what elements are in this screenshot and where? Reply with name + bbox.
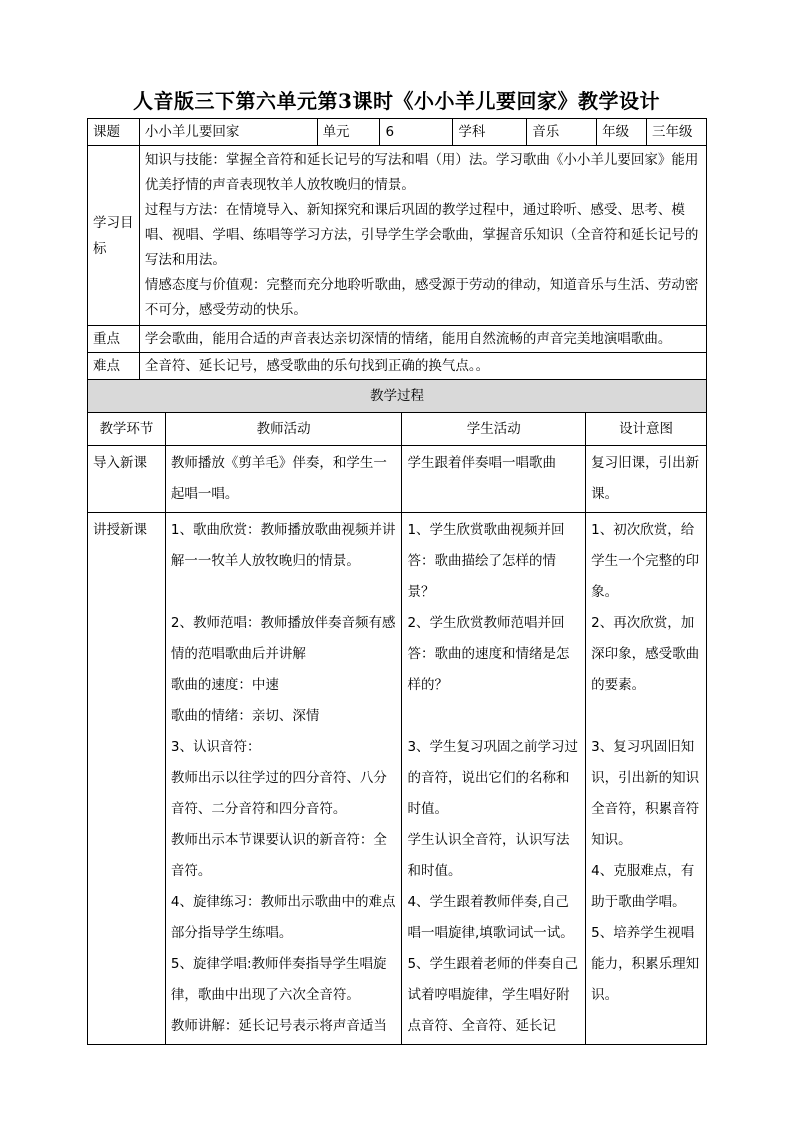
intro-stage: 导入新课 [88,446,166,513]
key-point-value: 学会歌曲，能用合适的声音表达亲切深情的情绪，能用自然流畅的声音完美地演唱歌曲。 [139,326,706,353]
lecture-stage: 讲授新课 [88,513,166,1045]
teacher-step: 教师讲解：延长记号表示将声音适当 [170,1018,387,1034]
process-header-row [88,413,707,446]
info-row [88,119,707,146]
student-step: 4、学生跟着教师伴奏,自己唱一唱旋律,填歌词试一试。 [407,894,574,941]
objective-process: 过程与方法：在情境导入、新知探究和课后巩固的教学过程中，通过聆听、感受、思考、模唱、视唱、学唱、练唱等学习方法，引导学生学会歌曲，掌握音乐知识（全音符和延长记号的写法和用法。 [144,202,699,268]
student-step: 学生认识全音符，认识写法和时值。 [407,832,570,879]
col-header-intent: 设计意图 [586,413,707,446]
objectives-row [88,146,707,326]
difficulty-label: 难点 [88,353,140,380]
intent-step: 2、再次欣赏，加深印象，感受歌曲的要素。 [591,615,700,693]
process-heading-row [88,380,707,413]
intent-step: 1、初次欣赏，给学生一个完整的印象。 [591,522,700,600]
intent-step: 4、克服难点，有助于歌曲学唱。 [591,863,695,910]
objective-emotion: 情感态度与价值观：完整而充分地聆听歌曲，感受源于劳动的律动，知道音乐与生活、劳动密不可分，感受劳动的快乐。 [144,277,699,318]
grade-value: 三年级 [647,119,707,146]
intro-teacher: 教师播放《剪羊毛》伴奏，和学生一起唱一唱。 [165,446,402,513]
lecture-row [88,513,707,1045]
student-step: 3、学生复习巩固之前学习过的音符，说出它们的名称和时值。 [407,739,579,817]
topic-value: 小小羊儿要回家 [139,119,317,146]
lecture-teacher-cell [165,513,402,1045]
teacher-step: 1、歌曲欣赏：教师播放歌曲视频并讲解一一牧羊人放牧晚归的情景。 [170,522,396,569]
student-step: 5、学生跟着老师的伴奏自己试着哼唱旋律，学生唱好附点音符、全音符、延长记 [407,956,579,1034]
intro-student: 学生跟着伴奏唱一唱歌曲 [402,446,586,513]
objective-knowledge: 知识与技能：掌握全音符和延长记号的写法和唱（用）法。学习歌曲《小小羊儿要回家》能用优美抒情的声音表现牧羊人放牧晚归的情景。 [144,152,699,193]
key-point-row [88,326,707,353]
teacher-step: 2、教师范唱：教师播放伴奏音频有感情的范唱歌曲后并讲解 [170,615,396,662]
difficulty-row [88,353,707,380]
document-title: 人音版三下第六单元第3课时《小小羊儿要回家》教学设计 [133,89,660,113]
col-header-teacher: 教师活动 [165,413,402,446]
process-table [87,379,707,1045]
key-point-label: 重点 [88,326,140,353]
unit-value: 6 [380,119,453,146]
student-step: 1、学生欣赏歌曲视频并回答：歌曲描绘了怎样的情景？ [407,522,565,600]
lecture-intent-cell [586,513,707,1045]
subject-label: 学科 [453,119,527,146]
grade-label: 年级 [597,119,647,146]
lecture-student-cell [402,513,586,1045]
teacher-step: 教师出示本节课要认识的新音符：全音符。 [170,832,387,879]
intro-row [88,446,707,513]
student-step: 2、学生欣赏教师范唱并回答：歌曲的速度和情绪是怎样的？ [407,615,570,693]
teacher-step: 教师出示以往学过的四分音符、八分音符、二分音符和四分音符。 [170,770,387,817]
intent-step: 3、复习巩固旧知识，引出新的知识全音符，积累音符知识。 [591,739,700,848]
intro-intent: 复习旧课，引出新课。 [586,446,707,513]
difficulty-value: 全音符、延长记号，感受歌曲的乐句找到正确的换气点。。 [139,353,706,380]
lesson-info-table [87,118,707,380]
subject-value: 音乐 [527,119,597,146]
unit-label: 单元 [317,119,380,146]
objectives-label: 学习目标 [88,146,140,326]
topic-label: 课题 [88,119,140,146]
col-header-stage: 教学环节 [88,413,166,446]
col-header-student: 学生活动 [402,413,586,446]
process-heading: 教学过程 [88,380,707,413]
intent-step: 5、培养学生视唱能力，积累乐理知识。 [591,925,700,1003]
teacher-step: 4、旋律练习：教师出示歌曲中的难点部分指导学生练唱。 [170,894,396,941]
teacher-step: 5、旋律学唱:教师伴奏指导学生唱旋律，歌曲中出现了六次全音符。 [170,956,387,1003]
teacher-step: 歌曲的速度：中速 [170,677,279,693]
teacher-step: 歌曲的情绪：亲切、深情 [170,708,320,724]
teacher-step: 3、认识音符： [170,739,261,755]
